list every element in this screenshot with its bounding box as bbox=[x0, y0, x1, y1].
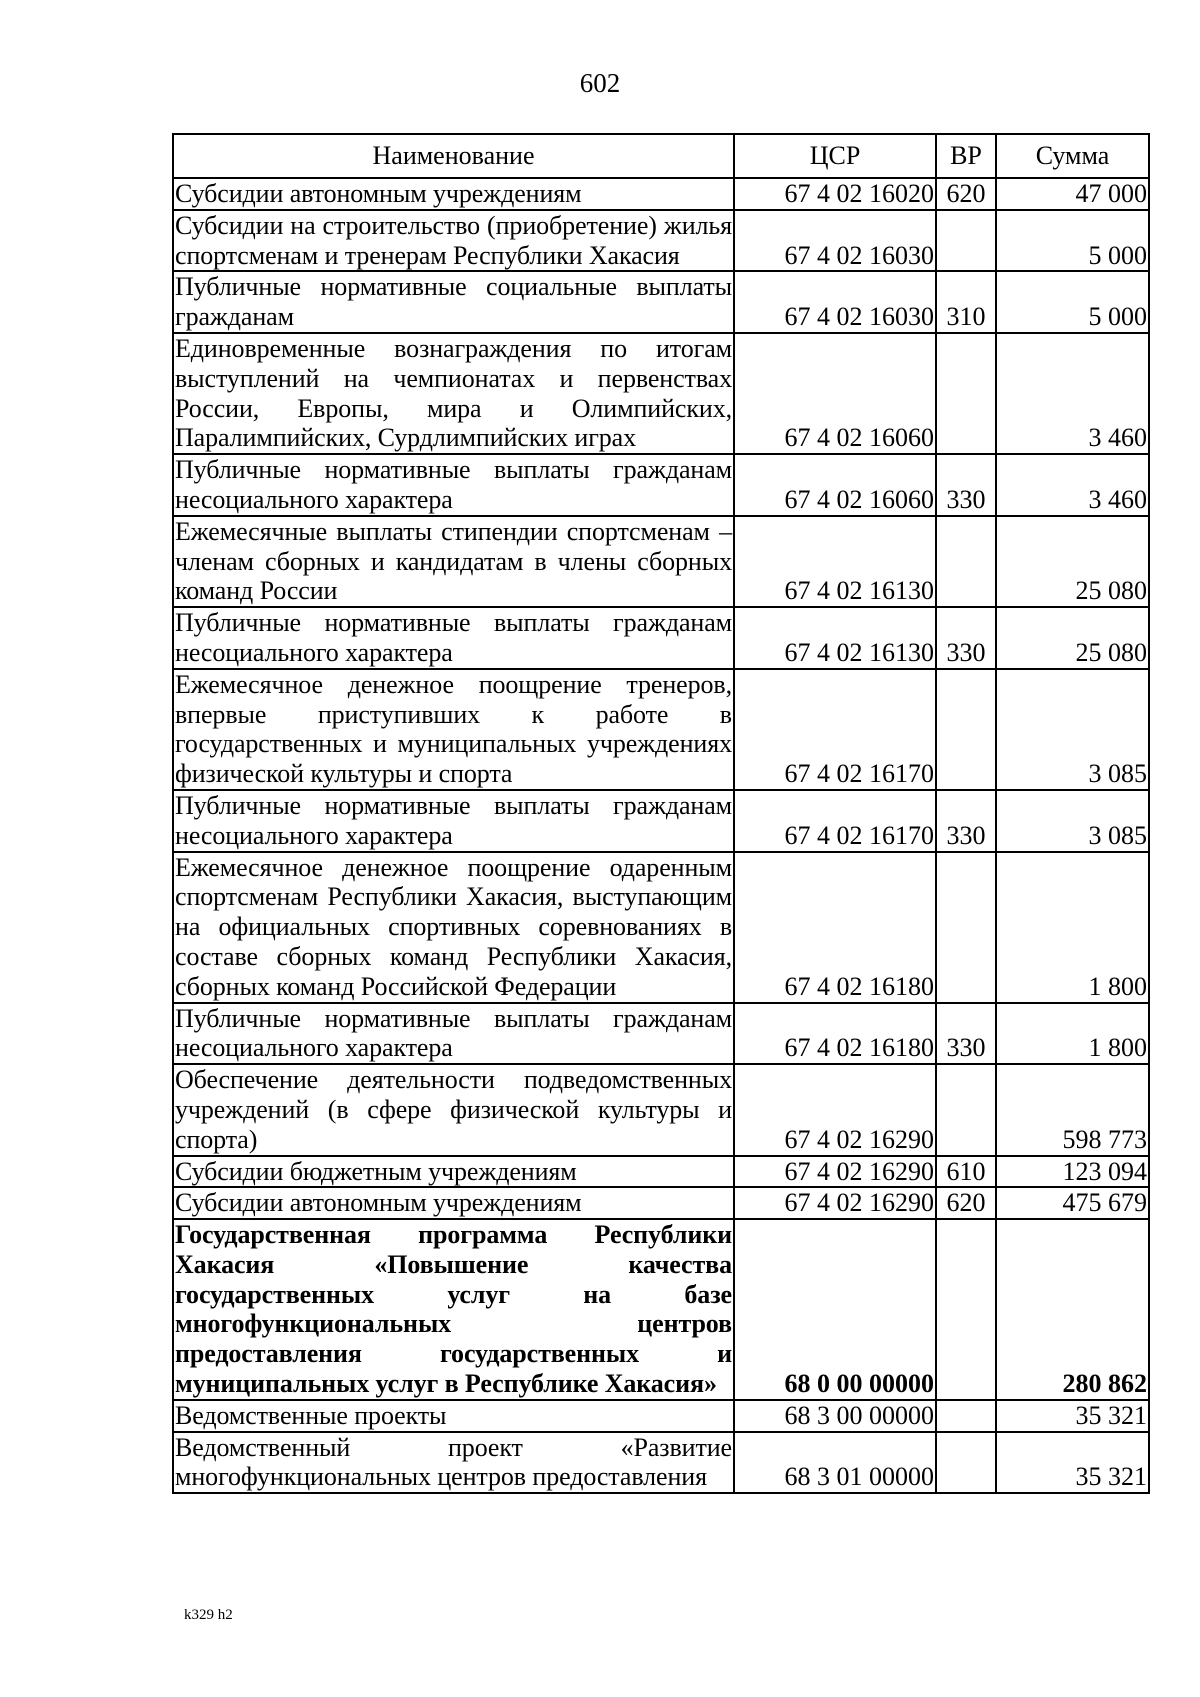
row-vr-cell bbox=[936, 1432, 996, 1494]
row-sum-cell: 25 080 bbox=[996, 607, 1149, 669]
row-csr-cell: 67 4 02 16060 bbox=[734, 333, 936, 454]
row-sum-cell: 35 321 bbox=[996, 1400, 1149, 1432]
row-sum-cell: 3 460 bbox=[996, 333, 1149, 454]
row-name-cell: Ежемесячные выплаты стипендии спортсменам – членам сборных и кандидатам в члены сборных команд России bbox=[175, 516, 732, 606]
row-vr-cell bbox=[936, 1400, 996, 1432]
table-row bbox=[173, 1219, 1149, 1400]
header-csr: ЦСР bbox=[734, 134, 936, 178]
table-row bbox=[173, 669, 1149, 790]
row-name-cell: Ежемесячное денежное поощрение одаренным спортсменам Республики Хакасия, выступающим на официальных спортивных соревнованиях в составе сборных команд Республики Хакасия, сборных команд Российской Федерации bbox=[175, 852, 732, 1001]
table-row bbox=[173, 1064, 1149, 1155]
row-name-cell: Субсидии автономным учреждениям bbox=[173, 1187, 734, 1219]
row-sum-cell: 3 460 bbox=[996, 454, 1149, 516]
row-csr-cell: 67 4 02 16060 bbox=[734, 454, 936, 516]
table-row bbox=[173, 178, 1149, 210]
row-sum-cell: 25 080 bbox=[996, 516, 1149, 607]
page-number: 602 bbox=[579, 68, 621, 98]
table-row bbox=[173, 1003, 1149, 1065]
row-sum-cell: 123 094 bbox=[996, 1156, 1149, 1188]
row-name-cell: Государственная программа Республики Хакасия «Повышение качества государственных услуг на базе многофункциональных центров предоставления государственных и муниципальных услуг в Республике Хакасия» bbox=[175, 1220, 732, 1399]
row-vr-cell: 330 bbox=[936, 790, 996, 852]
table-row bbox=[173, 607, 1149, 669]
row-vr-cell bbox=[936, 516, 996, 607]
row-sum-cell: 1 800 bbox=[996, 852, 1149, 1003]
table-row bbox=[173, 1400, 1149, 1432]
row-csr-cell: 68 0 00 00000 bbox=[734, 1219, 936, 1400]
header-vr: ВР bbox=[936, 134, 996, 178]
table-row bbox=[173, 210, 1149, 272]
row-vr-cell: 330 bbox=[936, 607, 996, 669]
row-sum-cell: 3 085 bbox=[996, 790, 1149, 852]
row-name-cell: Субсидии автономным учреждениям bbox=[173, 178, 734, 210]
table-row bbox=[173, 333, 1149, 454]
table-row bbox=[173, 454, 1149, 516]
budget-table bbox=[172, 133, 1150, 1494]
table-row bbox=[173, 271, 1149, 333]
table-row bbox=[173, 516, 1149, 607]
row-csr-cell: 68 3 01 00000 bbox=[734, 1432, 936, 1494]
row-name-cell: Публичные нормативные социальные выплаты гражданам bbox=[175, 272, 732, 332]
table-row bbox=[173, 1187, 1149, 1219]
row-vr-cell bbox=[936, 1064, 996, 1155]
row-name-cell: Ежемесячное денежное поощрение тренеров, впервые приступивших к работе в государственных и муниципальных учреждениях физической культуры и спорта bbox=[175, 669, 732, 789]
row-name-cell: Публичные нормативные выплаты гражданам несоциального характера bbox=[175, 608, 732, 667]
row-csr-cell: 68 3 00 00000 bbox=[734, 1400, 936, 1432]
row-csr-cell: 67 4 02 16180 bbox=[734, 852, 936, 1003]
row-csr-cell: 67 4 02 16290 bbox=[734, 1187, 936, 1219]
row-name-cell: Единовременные вознаграждения по итогам выступлений на чемпионатах и первенствах России, Европы, мира и Олимпийских, Паралимпийских, Сурдлимпийских играх bbox=[175, 333, 732, 453]
row-vr-cell bbox=[936, 1219, 996, 1400]
row-csr-cell: 67 4 02 16030 bbox=[734, 210, 936, 272]
row-vr-cell bbox=[936, 333, 996, 454]
table-row bbox=[173, 852, 1149, 1003]
row-vr-cell: 620 bbox=[936, 1187, 996, 1219]
row-sum-cell: 3 085 bbox=[996, 669, 1149, 790]
row-vr-cell: 620 bbox=[936, 178, 996, 210]
table-body bbox=[173, 178, 1149, 1493]
row-sum-cell: 598 773 bbox=[996, 1064, 1149, 1155]
table-row bbox=[173, 790, 1149, 852]
table-row bbox=[173, 1432, 1149, 1494]
row-vr-cell: 610 bbox=[936, 1156, 996, 1188]
footer-code: k329 h2 bbox=[184, 1607, 233, 1623]
table-row bbox=[173, 1156, 1149, 1188]
row-csr-cell: 67 4 02 16020 bbox=[734, 178, 936, 210]
row-name-cell: Публичные нормативные выплаты гражданам несоциального характера bbox=[175, 455, 732, 514]
row-sum-cell: 475 679 bbox=[996, 1187, 1149, 1219]
header-name: Наименование bbox=[173, 134, 734, 178]
row-name-cell: Публичные нормативные выплаты гражданам несоциального характера bbox=[175, 1003, 732, 1063]
row-sum-cell: 5 000 bbox=[996, 210, 1149, 272]
header-row bbox=[173, 134, 1149, 178]
row-sum-cell: 47 000 bbox=[996, 178, 1149, 210]
row-name-cell: Ведомственный проект «Развитие многофункциональных центров предоставления bbox=[175, 1432, 732, 1492]
row-csr-cell: 67 4 02 16290 bbox=[734, 1064, 936, 1155]
row-csr-cell: 67 4 02 16290 bbox=[734, 1156, 936, 1188]
row-vr-cell: 330 bbox=[936, 1003, 996, 1065]
row-vr-cell bbox=[936, 669, 996, 790]
row-csr-cell: 67 4 02 16170 bbox=[734, 790, 936, 852]
row-csr-cell: 67 4 02 16170 bbox=[734, 669, 936, 790]
header-sum: Сумма bbox=[996, 134, 1149, 178]
row-name-cell: Публичные нормативные выплаты гражданам несоциального характера bbox=[175, 790, 732, 850]
row-csr-cell: 67 4 02 16180 bbox=[734, 1003, 936, 1065]
row-name-cell: Обеспечение деятельности подведомственных учреждений (в сфере физической культуры и спорта) bbox=[175, 1065, 732, 1154]
row-csr-cell: 67 4 02 16030 bbox=[734, 271, 936, 333]
row-name-cell: Ведомственные проекты bbox=[173, 1400, 734, 1432]
row-sum-cell: 1 800 bbox=[996, 1003, 1149, 1065]
row-sum-cell: 280 862 bbox=[996, 1219, 1149, 1400]
row-name-cell: Субсидии бюджетным учреждениям bbox=[173, 1156, 734, 1188]
row-vr-cell: 330 bbox=[936, 454, 996, 516]
row-name-cell: Субсидии на строительство (приобретение) жилья спортсменам и тренерам Республики Хакасия bbox=[175, 210, 732, 270]
table-header bbox=[173, 134, 1149, 178]
row-vr-cell bbox=[936, 210, 996, 272]
row-vr-cell: 310 bbox=[936, 271, 996, 333]
row-vr-cell bbox=[936, 852, 996, 1003]
row-csr-cell: 67 4 02 16130 bbox=[734, 607, 936, 669]
row-sum-cell: 35 321 bbox=[996, 1432, 1149, 1494]
row-sum-cell: 5 000 bbox=[996, 271, 1149, 333]
row-csr-cell: 67 4 02 16130 bbox=[734, 516, 936, 607]
